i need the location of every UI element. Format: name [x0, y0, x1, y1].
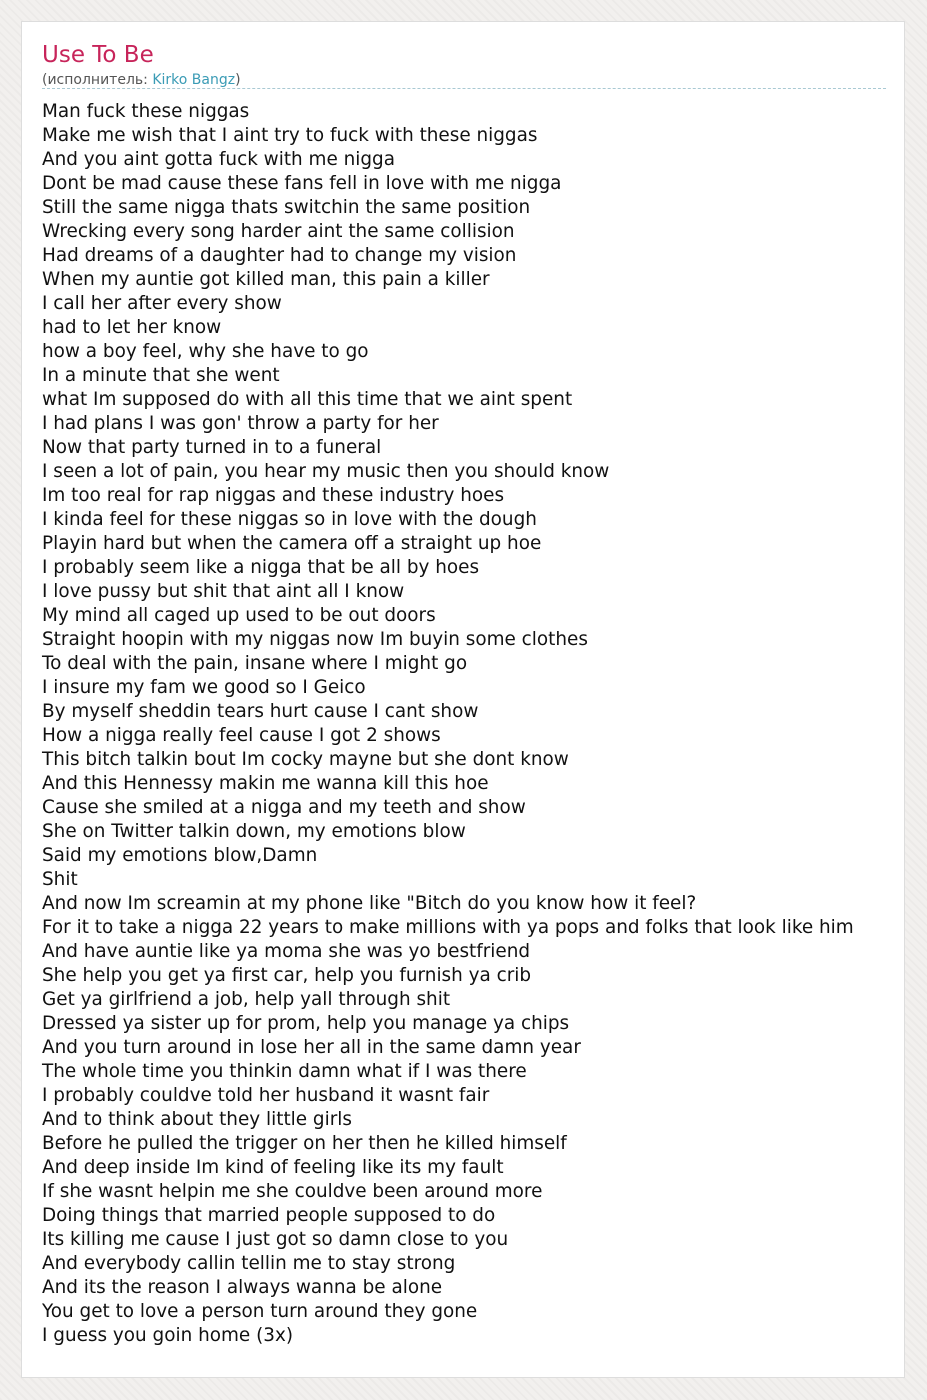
artist-line [42, 71, 241, 89]
lyric-line: My mind all caged up used to be out doors [42, 605, 436, 626]
artist-link[interactable]: Kirko Bangz [152, 72, 236, 88]
lyric-line: Straight hoopin with my niggas now Im buyin some clothes [42, 629, 588, 650]
lyric-line: Said my emotions blow,Damn [42, 845, 318, 866]
lyric-line: Had dreams of a daughter had to change my vision [42, 245, 517, 266]
lyric-line: She on Twitter talkin down, my emotions blow [42, 821, 466, 842]
lyric-line: Before he pulled the trigger on her then he killed himself [42, 1133, 567, 1154]
lyric-line: Its killing me cause I just got so damn close to you [42, 1229, 509, 1250]
lyric-line: For it to take a nigga 22 years to make millions with ya pops and folks that look like him [42, 917, 854, 938]
lyrics-text [42, 100, 854, 1348]
lyric-line: Wrecking every song harder aint the same collision [42, 221, 515, 242]
lyric-line: I call her after every show [42, 293, 282, 314]
lyric-line: had to let her know [42, 317, 222, 338]
lyric-line: This bitch talkin bout Im cocky mayne but she dont know [42, 749, 569, 770]
lyric-line: I seen a lot of pain, you hear my music then you should know [42, 461, 610, 482]
lyric-line: Now that party turned in to a funeral [42, 437, 382, 458]
lyric-line: And you aint gotta fuck with me nigga [42, 149, 396, 170]
lyric-line: By myself sheddin tears hurt cause I cant show [42, 701, 479, 722]
lyric-line: I had plans I was gon' throw a party for her [42, 413, 439, 434]
lyric-line: In a minute that she went [42, 365, 280, 386]
lyric-line: what Im supposed do with all this time that we aint spent [42, 389, 573, 410]
lyric-line: Dont be mad cause these fans fell in love with me nigga [42, 173, 562, 194]
lyric-line: I probably couldve told her husband it wasnt fair [42, 1085, 490, 1106]
lyric-line: Still the same nigga thats switchin the same position [42, 197, 531, 218]
lyric-line: Doing things that married people supposed to do [42, 1205, 496, 1226]
song-title: Use To Be [42, 42, 154, 68]
lyric-line: The whole time you thinkin damn what if I was there [42, 1061, 527, 1082]
lyric-line: And you turn around in lose her all in the same damn year [42, 1037, 581, 1058]
lyric-line: Get ya girlfriend a job, help yall through shit [42, 989, 451, 1010]
lyric-line: I guess you goin home (3x) [42, 1325, 294, 1346]
lyric-line: And this Hennessy makin me wanna kill this hoe [42, 773, 489, 794]
lyric-line: To deal with the pain, insane where I might go [42, 653, 468, 674]
lyric-line: How a nigga really feel cause I got 2 shows [42, 725, 441, 746]
lyric-line: When my auntie got killed man, this pain a killer [42, 269, 490, 290]
lyric-line: And deep inside Im kind of feeling like its my fault [42, 1157, 504, 1178]
lyric-line: And its the reason I always wanna be alone [42, 1277, 443, 1298]
lyric-line: She help you get ya first car, help you furnish ya crib [42, 965, 532, 986]
lyric-line: Man fuck these niggas [42, 101, 250, 122]
lyric-line: how a boy feel, why she have to go [42, 341, 369, 362]
lyric-line: Shit [42, 869, 78, 890]
lyric-line: If she wasnt helpin me she couldve been around more [42, 1181, 543, 1202]
lyric-line: You get to love a person turn around they gone [42, 1301, 478, 1322]
lyric-line: And have auntie like ya moma she was yo bestfriend [42, 941, 531, 962]
lyric-line: And everybody callin tellin me to stay strong [42, 1253, 456, 1274]
lyric-line: Cause she smiled at a nigga and my teeth and show [42, 797, 526, 818]
lyric-line: Playin hard but when the camera off a straight up hoe [42, 533, 542, 554]
artist-suffix: ) [235, 72, 241, 88]
title-divider [42, 88, 886, 89]
lyric-line: I love pussy but shit that aint all I know [42, 581, 405, 602]
lyric-line: Dressed ya sister up for prom, help you manage ya chips [42, 1013, 570, 1034]
lyrics-card [21, 21, 905, 1378]
lyric-line: I kinda feel for these niggas so in love with the dough [42, 509, 537, 530]
artist-prefix: (исполнитель: [42, 72, 153, 88]
lyric-line: Make me wish that I aint try to fuck with these niggas [42, 125, 538, 146]
lyric-line: And to think about they little girls [42, 1109, 352, 1130]
lyric-line: I probably seem like a nigga that be all by hoes [42, 557, 480, 578]
lyric-line: And now Im screamin at my phone like "Bitch do you know how it feel? [42, 893, 697, 914]
lyric-line: I insure my fam we good so I Geico [42, 677, 366, 698]
lyric-line: Im too real for rap niggas and these industry hoes [42, 485, 505, 506]
